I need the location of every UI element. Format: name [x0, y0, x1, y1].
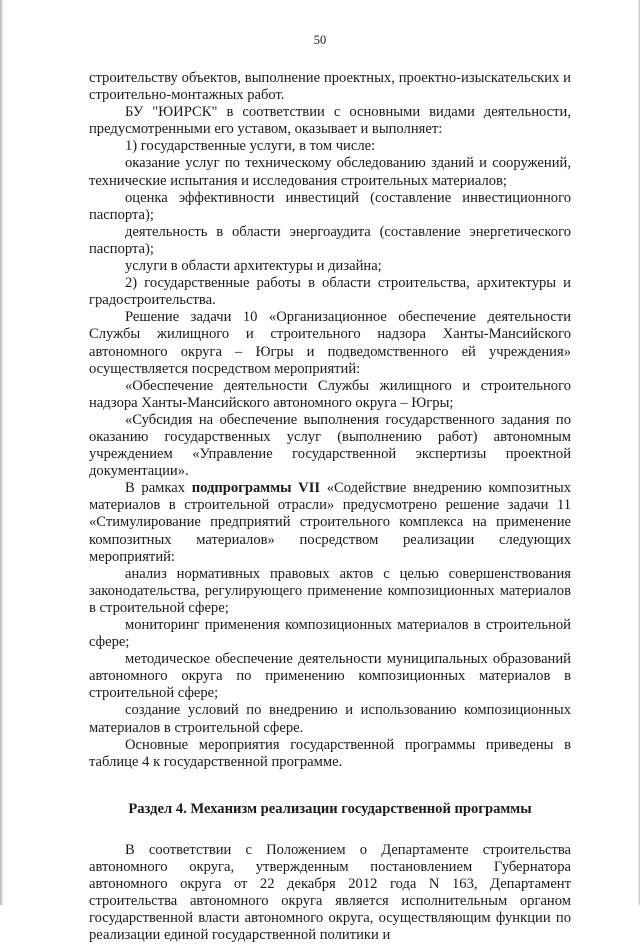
paragraph: строительству объектов, выполнение проектных, проектно-изыскательских и строительно-монтажных работ.: [89, 70, 571, 104]
paragraph: БУ "ЮИРСК" в соответствии с основными видами деятельности, предусмотренными его уставом, оказывает и выполняет:: [89, 104, 571, 138]
paragraph: анализ нормативных правовых актов с целью совершенствования законодательства, регулирующего применение композиционных материалов в строительной сфере;: [89, 565, 571, 616]
paragraphs-before: [89, 70, 571, 480]
paragraph: Основные мероприятия государственной программы приведены в таблице 4 к государственной программе.: [89, 736, 571, 770]
paragraph: «Субсидия на обеспечение выполнения государственного задания по оказанию государственных услуг (выполнению работ) автономным учреждением «Управление государственной экспертизы проектной документации».: [89, 411, 571, 480]
page-edge-left: [0, 0, 3, 905]
paragraph: мониторинг применения композиционных материалов в строительной сфере;: [89, 617, 571, 651]
paragraph: «Обеспечение деятельности Службы жилищного и строительного надзора Ханты-Мансийского автономного округа – Югры;: [89, 377, 571, 411]
paragraph: В соответствии с Положением о Департаменте строительства автономного округа, утвержденным постановлением Губернатора автономного округа от 22 декабря 2012 года N 163, Департамент строительства автономного округа является исполнительным органом государственной власти автономного округа, осуществляющим функции по реализации единой государственной политики и: [89, 841, 571, 944]
section-heading: Раздел 4. Механизм реализации государственной программы: [128, 800, 532, 817]
section-paragraphs: [89, 842, 571, 944]
document-body: [89, 70, 571, 944]
subprogram-paragraph: [89, 480, 571, 565]
paragraph: деятельность в области энергоаудита (составление энергетического паспорта);: [89, 223, 571, 257]
paragraphs-after: [89, 566, 571, 771]
subprogram-bold: подпрограммы VII: [191, 480, 321, 497]
paragraph: создание условий по внедрению и использованию композиционных материалов в строительной сфере.: [89, 702, 571, 736]
paragraph: услуги в области архитектуры и дизайна;: [125, 258, 382, 275]
page-number: 50: [313, 33, 327, 47]
paragraph: оценка эффективности инвестиций (составление инвестиционного паспорта);: [89, 189, 571, 223]
subprogram-text-before: В рамках: [125, 480, 192, 497]
paragraph: 1) государственные услуги, в том числе:: [125, 138, 376, 155]
subprogram-text-after: «Содействие внедрению композитных материалов в строительной отрасли» предусмотрено решение задачи 11 «Стимулирование предприятий строительного комплекса на применение композитных материалов» посредством реализации следующих мероприятий:: [89, 480, 572, 565]
paragraph: методическое обеспечение деятельности муниципальных образований автономного округа по применению композиционных материалов в строительной сфере;: [89, 651, 571, 702]
paragraph: оказание услуг по техническому обследованию зданий и сооружений, технические испытания и исследования строительных материалов;: [89, 155, 571, 189]
paragraph: Решение задачи 10 «Организационное обеспечение деятельности Службы жилищного и строительного надзора Ханты-Мансийского автономного округа – Югры и подведомственного ей учреждения» осуществляется посредством мероприятий:: [89, 309, 571, 377]
paragraph: 2) государственные работы в области строительства, архитектуры и градостроительства.: [89, 275, 571, 309]
